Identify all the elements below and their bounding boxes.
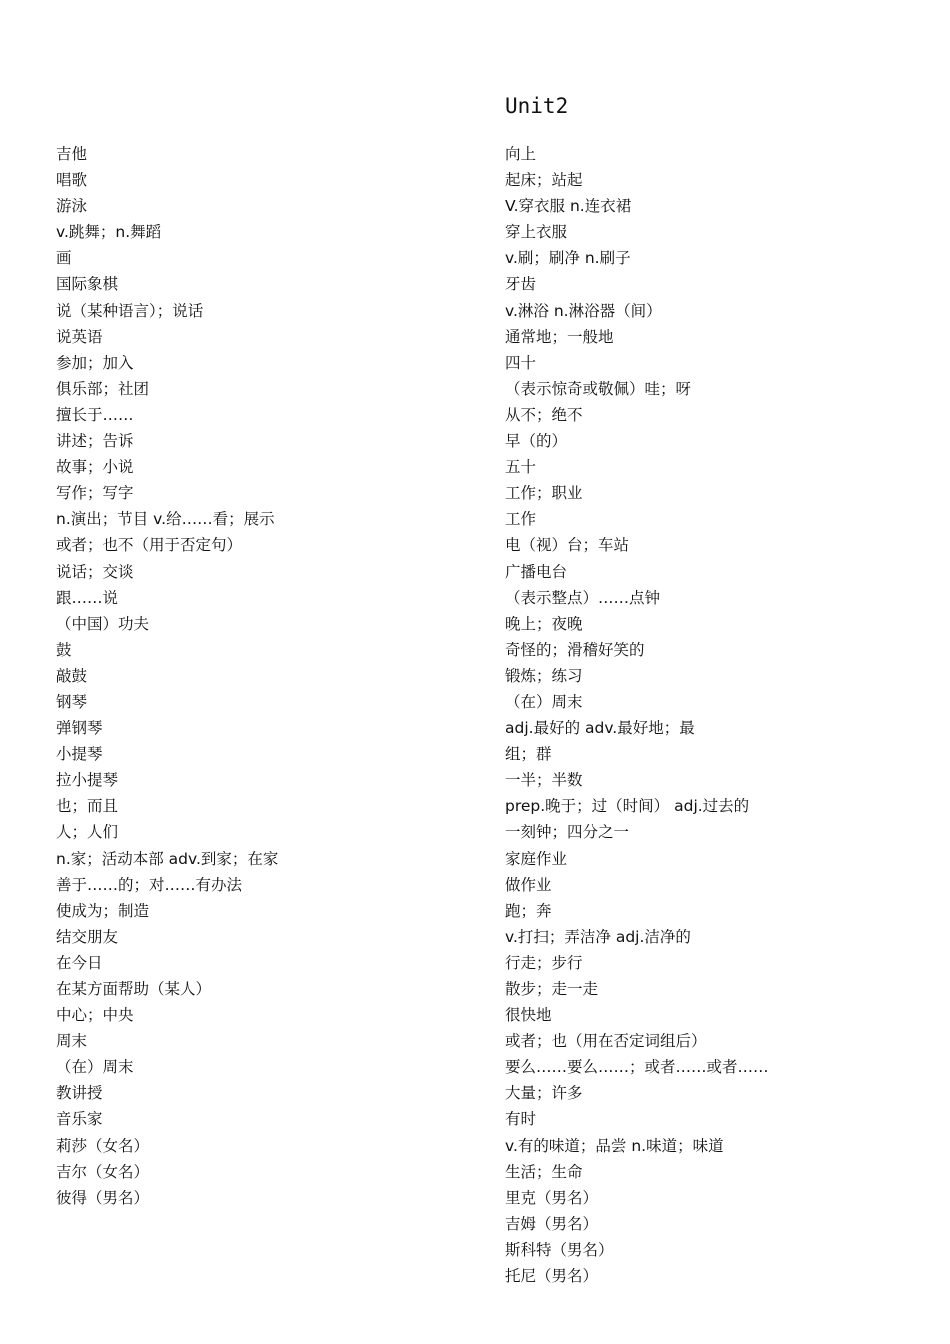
vocabulary-item: 敲鼓 [56,666,88,685]
vocabulary-item: v.淋浴 n.淋浴器（间） [505,301,662,320]
vocabulary-item: 穿上衣服 [505,223,568,242]
vocabulary-item: V.穿衣服 n.连衣裙 [505,197,632,216]
vocabulary-item: 向上 [505,145,537,163]
vocabulary-item: （在）周末 [505,692,583,711]
vocabulary-item: 人；人们 [56,823,119,842]
vocabulary-item: 起床；站起 [505,171,583,190]
unit-title: Unit2 [505,94,569,118]
vocabulary-item: 通常地；一般地 [505,327,614,346]
vocabulary-item: 或者；也（用在否定词组后） [505,1032,707,1051]
vocabulary-item: 做作业 [505,875,552,894]
vocabulary-item: 讲述；告诉 [56,432,134,451]
vocabulary-item: 参加；加入 [56,353,134,372]
vocabulary-item: adj.最好的 adv.最好地；最 [505,719,695,738]
vocabulary-item: 奇怪的；滑稽好笑的 [505,640,645,659]
vocabulary-item: （在）周末 [56,1058,134,1077]
vocabulary-item: 音乐家 [56,1110,103,1129]
vocabulary-item: 工作 [505,510,537,529]
vocabulary-item: 电（视）台；车站 [505,536,630,555]
vocabulary-item: 跟……说 [56,588,119,607]
vocabulary-item: 一半；半数 [505,771,583,790]
vocabulary-item: 使成为；制造 [56,901,150,920]
vocabulary-item: 说话；交谈 [56,562,134,581]
vocabulary-item: prep.晚于；过（时间） adj.过去的 [505,797,750,816]
vocabulary-item: 吉姆（男名） [505,1214,599,1233]
vocabulary-item: 游泳 [56,197,88,216]
vocabulary-item: 锻炼；练习 [505,666,583,685]
vocabulary-item: 很快地 [505,1006,552,1025]
vocabulary-item: 说英语 [56,327,103,346]
vocabulary-item: n.家；活动本部 adv.到家；在家 [56,849,279,868]
vocabulary-item: 要么……要么……；或者……或者…… [505,1058,769,1077]
vocabulary-item: 有时 [505,1110,537,1129]
vocabulary-item: 善于……的；对……有办法 [56,875,243,894]
vocabulary-item: 从不；绝不 [505,405,583,424]
vocabulary-item: 四十 [505,353,537,372]
vocabulary-item: 鼓 [56,640,72,659]
vocabulary-item: 俱乐部；社团 [56,379,150,398]
vocabulary-item: v.跳舞；n.舞蹈 [56,223,162,242]
vocabulary-item: （中国）功夫 [56,614,150,633]
vocabulary-item: 吉尔（女名） [56,1162,150,1181]
vocabulary-item: 钢琴 [56,692,88,711]
vocabulary-item: v.刷；刷净 n.刷子 [505,249,631,268]
vocabulary-item: 里克（男名） [505,1188,599,1207]
vocabulary-item: 国际象棋 [56,275,119,294]
vocabulary-item: 弹钢琴 [56,719,103,738]
vocabulary-item: 莉莎（女名） [56,1136,150,1155]
vocabulary-item: 跑；奔 [505,901,552,920]
vocabulary-item: 行走；步行 [505,953,583,972]
vocabulary-item: （表示整点）……点钟 [505,588,661,607]
vocabulary-item: 广播电台 [505,562,568,581]
vocabulary-item: 拉小提琴 [56,771,119,790]
vocabulary-item: n.演出；节目 v.给……看；展示 [56,510,275,529]
vocabulary-item: 家庭作业 [505,849,568,868]
vocabulary-item: 组；群 [505,745,552,764]
vocabulary-item: 唱歌 [56,171,88,190]
vocabulary-item: 或者；也不（用于否定句） [56,536,243,555]
vocabulary-item: 在某方面帮助（某人） [56,980,212,998]
vocabulary-item: 中心；中央 [56,1006,134,1025]
vocabulary-item: 结交朋友 [56,927,119,946]
vocabulary-item: 早（的） [505,432,568,451]
vocabulary-item: 写作；写字 [56,484,134,503]
vocabulary-item: （表示惊奇或敬佩）哇；呀 [505,379,692,398]
vocabulary-item: 周末 [56,1032,88,1051]
vocabulary-item: 画 [56,249,72,268]
left-vocabulary-column [56,141,476,1211]
vocabulary-item: 故事；小说 [56,458,134,477]
vocabulary-item: 教讲授 [56,1084,103,1103]
vocabulary-item: 大量；许多 [505,1084,583,1103]
vocabulary-item: 晚上；夜晚 [505,614,583,633]
vocabulary-item: 散步；走一走 [505,980,599,998]
vocabulary-item: 斯科特（男名） [505,1240,614,1259]
vocabulary-item: 彼得（男名） [56,1188,150,1207]
vocabulary-item: 擅长于…… [56,405,134,424]
vocabulary-item: 在今日 [56,953,103,972]
vocabulary-item: 也；而且 [56,797,119,816]
vocabulary-item: v.有的味道；品尝 n.味道；味道 [505,1136,724,1155]
vocabulary-item: 一刻钟；四分之一 [505,823,630,842]
vocabulary-item: 五十 [505,458,537,477]
vocabulary-item: 牙齿 [505,275,537,294]
vocabulary-item: 托尼（男名） [505,1267,599,1286]
vocabulary-item: 吉他 [56,145,88,163]
vocabulary-item: v.打扫；弄洁净 adj.洁净的 [505,927,691,946]
vocabulary-item: 工作；职业 [505,484,583,503]
right-vocabulary-column [505,141,925,1289]
vocabulary-item: 说（某种语言）；说话 [56,301,204,320]
vocabulary-item: 生活；生命 [505,1162,583,1181]
vocabulary-item: 小提琴 [56,745,103,764]
